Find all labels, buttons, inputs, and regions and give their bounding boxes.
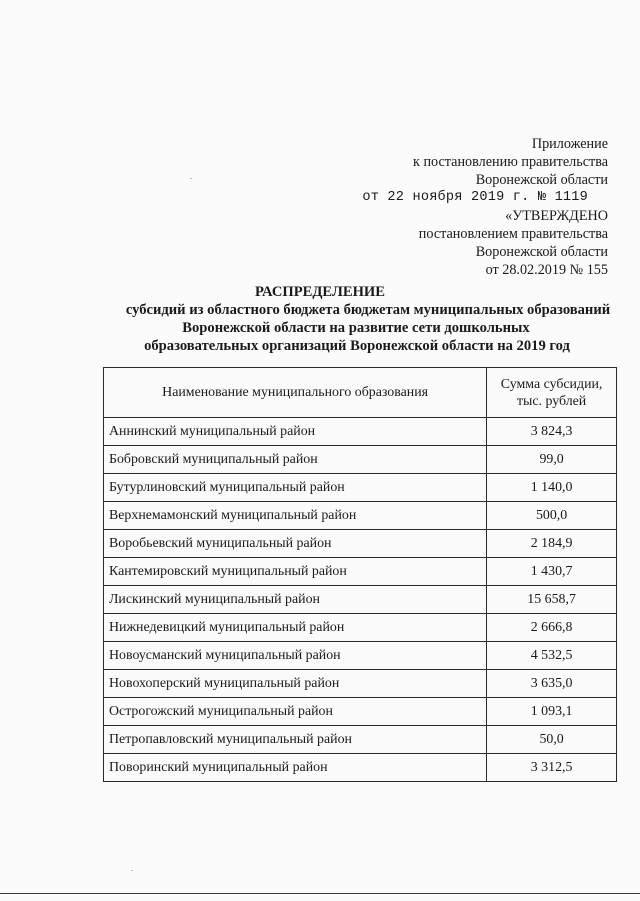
subsidy-amount: 500,0	[487, 502, 617, 530]
municipality-name: Петропавловский муниципальный район	[104, 726, 487, 754]
municipality-name: Лискинский муниципальный район	[104, 586, 487, 614]
amendment-date-stamp: от 22 ноября 2019 г. № 1119	[362, 190, 588, 205]
table-row	[104, 670, 617, 698]
column-header-amount-line1: Сумма субсидии,	[500, 376, 603, 392]
municipality-name: Острогожский муниципальный район	[104, 698, 487, 726]
approved-region: Воронежской области	[475, 244, 608, 260]
table-row	[104, 698, 617, 726]
subsidy-amount: 3 824,3	[487, 418, 617, 446]
approved-label: «УТВЕРЖДЕНО	[505, 208, 608, 224]
table-row	[104, 614, 617, 642]
subsidy-amount: 1 430,7	[487, 558, 617, 586]
subsidy-amount: 1 140,0	[487, 474, 617, 502]
scan-speck	[190, 178, 192, 179]
municipality-name: Кантемировский муниципальный район	[104, 558, 487, 586]
table-row	[104, 558, 617, 586]
municipality-name: Верхнемамонский муниципальный район	[104, 502, 487, 530]
subsidy-amount: 4 532,5	[487, 642, 617, 670]
approved-by-decree: постановлением правительства	[418, 226, 608, 242]
scan-edge-line	[0, 893, 640, 894]
subsidy-table	[103, 367, 617, 782]
subsidy-amount: 99,0	[487, 446, 617, 474]
column-header-municipality: Наименование муниципального образования	[104, 368, 487, 418]
title-line-2: Воронежской области на развитие сети дошкольных	[182, 320, 530, 336]
table-header-row	[104, 368, 617, 418]
municipality-name: Бутурлиновский муниципальный район	[104, 474, 487, 502]
document-title	[0, 283, 640, 355]
column-header-amount	[487, 368, 617, 418]
table-row	[104, 502, 617, 530]
table-row	[104, 474, 617, 502]
title-main: РАСПРЕДЕЛЕНИЕ	[254, 284, 386, 300]
table-row	[104, 418, 617, 446]
table-row	[104, 446, 617, 474]
appendix-region: Воронежской области	[475, 172, 608, 188]
table-row	[104, 530, 617, 558]
subsidy-amount: 3 312,5	[487, 754, 617, 782]
subsidy-amount: 1 093,1	[487, 698, 617, 726]
subsidy-amount: 15 658,7	[487, 586, 617, 614]
municipality-name: Поворинский муниципальный район	[104, 754, 487, 782]
subsidy-amount: 3 635,0	[487, 670, 617, 698]
subsidy-amount: 2 184,9	[487, 530, 617, 558]
appendix-label: Приложение	[531, 136, 608, 152]
municipality-name: Аннинский муниципальный район	[104, 418, 487, 446]
subsidy-amount: 2 666,8	[487, 614, 617, 642]
table-row	[104, 754, 617, 782]
municipality-name: Нижнедевицкий муниципальный район	[104, 614, 487, 642]
table-row	[104, 726, 617, 754]
column-header-amount-line2: тыс. рублей	[516, 393, 587, 409]
municipality-name: Бобровский муниципальный район	[104, 446, 487, 474]
scan-speck	[131, 870, 133, 871]
title-line-1: субсидий из областного бюджета бюджетам муниципальных образований	[125, 302, 611, 318]
municipality-name: Новохоперский муниципальный район	[104, 670, 487, 698]
table-row	[104, 586, 617, 614]
approved-date: от 28.02.2019 № 155	[485, 262, 608, 278]
table-row	[104, 642, 617, 670]
appendix-decree-ref: к постановлению правительства	[413, 154, 608, 170]
municipality-name: Новоусманский муниципальный район	[104, 642, 487, 670]
subsidy-amount: 50,0	[487, 726, 617, 754]
municipality-name: Воробьевский муниципальный район	[104, 530, 487, 558]
title-line-3: образовательных организаций Воронежской области на 2019 год	[144, 338, 570, 354]
